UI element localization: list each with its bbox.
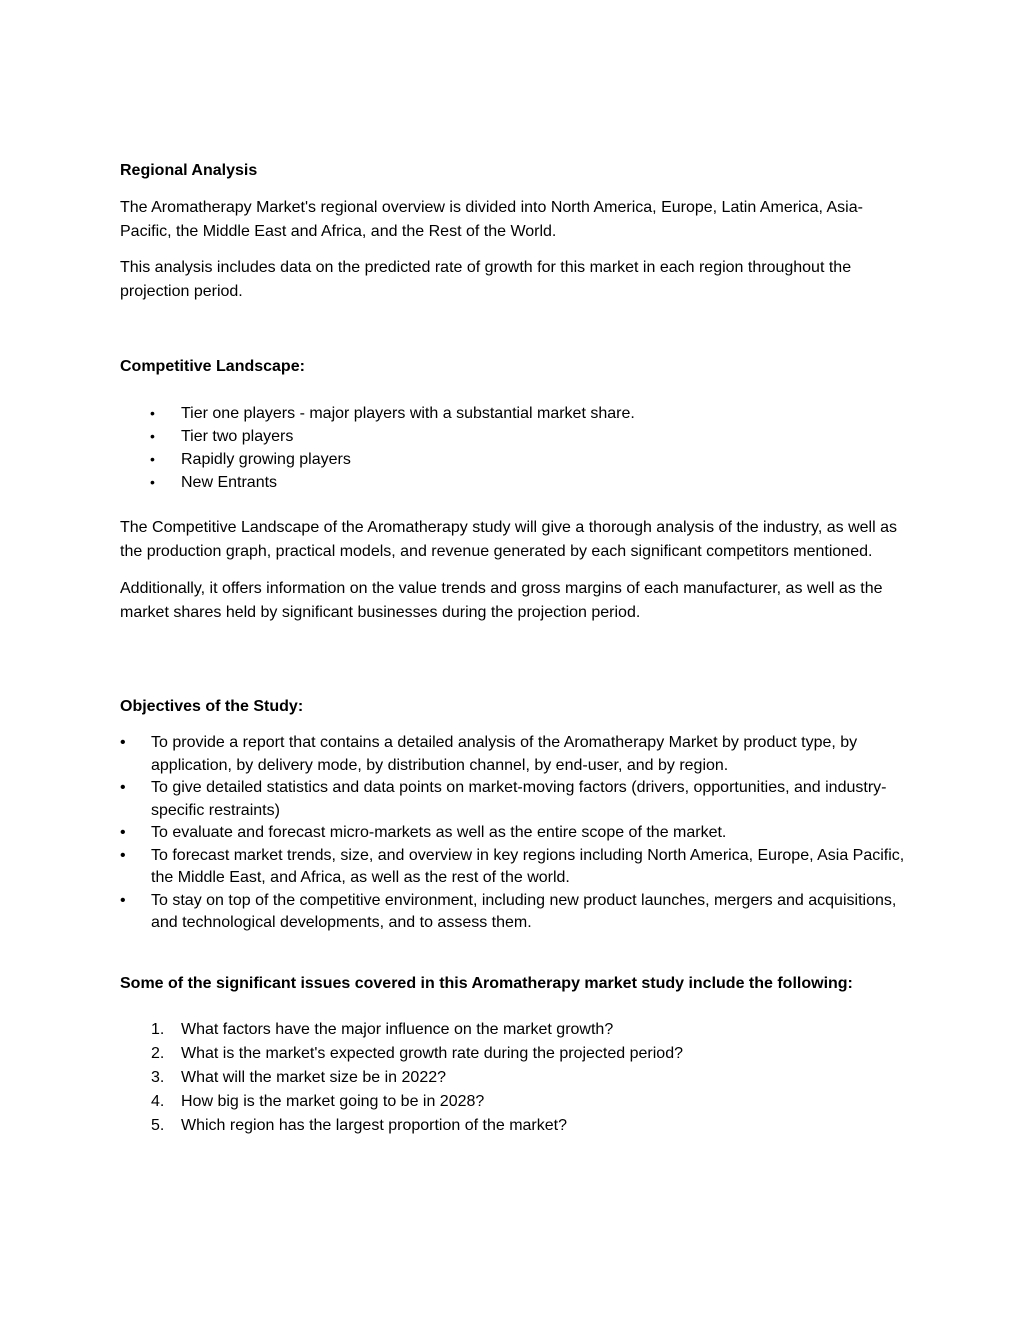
list-item: 4. How big is the market going to be in 2028? (120, 1090, 910, 1114)
list-item: • To forecast market trends, size, and overview in key regions including North America, Europe, Asia Pacific, the Middle East, and Africa, as well as the rest of the world. (120, 846, 905, 886)
list-number: 5. (151, 1116, 165, 1134)
list-item: • To evaluate and forecast micro-markets as well as the entire scope of the market. (120, 822, 910, 845)
bullet-marker: • (120, 779, 126, 796)
list-item: 3. What will the market size be in 2022? (120, 1066, 910, 1090)
bullet-marker: • (150, 428, 155, 444)
list-item: • Rapidly growing players (120, 448, 910, 471)
list-item: • To provide a report that contains a detailed analysis of the Aromatherapy Market by product type, by application, by delivery mode, by distribution channel, by end-user, and by region. (120, 734, 858, 774)
list-item: • Tier one players - major players with a substantial market share. (120, 402, 910, 425)
issues-list (120, 1018, 910, 1138)
list-item: 5. Which region has the largest proportion of the market? (120, 1114, 910, 1138)
list-item: 2. What is the market's expected growth rate during the projected period? (120, 1042, 910, 1066)
bullet-marker: • (120, 891, 126, 909)
list-item: • To stay on top of the competitive environment, including new product launches, mergers and acquisitions, and technological developments, and to assess them. (120, 891, 897, 931)
list-item: 1. What factors have the major influence on the market growth? (120, 1018, 910, 1042)
list-item: • New Entrants (120, 471, 910, 494)
regional-analysis-heading: Regional Analysis (120, 162, 258, 179)
document-page (120, 160, 910, 1138)
issues-heading: Some of the significant issues covered in this Aromatherapy market study include the following: (120, 974, 853, 992)
competitive-paragraph-1: The Competitive Landscape of the Aromatherapy study will give a thorough analysis of the industry, as well as the production graph, practical models, and revenue generated by each significant competitors mentioned. (120, 519, 898, 560)
bullet-marker: • (120, 846, 126, 864)
list-number: 2. (151, 1044, 165, 1062)
bullet-marker: • (150, 451, 155, 467)
competitive-players-list (120, 402, 910, 494)
list-number: 1. (151, 1020, 165, 1038)
list-item: • To give detailed statistics and data points on market-moving factors (drivers, opportunities, and industry-specific restraints) (120, 779, 887, 819)
bullet-marker: • (150, 405, 155, 421)
regional-paragraph-2: This analysis includes data on the predicted rate of growth for this market in each region throughout the projection period. (120, 259, 852, 300)
list-item: • Tier two players (120, 425, 910, 448)
regional-paragraph-1: The Aromatherapy Market's regional overview is divided into North America, Europe, Latin America, Asia-Pacific, the Middle East and Africa, and the Rest of the World. (120, 199, 863, 240)
bullet-marker: • (120, 824, 126, 841)
objectives-heading: Objectives of the Study: (120, 698, 304, 715)
list-number: 4. (151, 1092, 165, 1110)
bullet-marker: • (120, 734, 126, 751)
competitive-paragraph-2: Additionally, it offers information on the value trends and gross margins of each manufacturer, as well as the market shares held by significant businesses during the projection period. (120, 580, 883, 621)
bullet-marker: • (150, 474, 155, 490)
list-number: 3. (151, 1068, 165, 1086)
competitive-landscape-heading: Competitive Landscape: (120, 358, 305, 375)
objectives-list (120, 732, 910, 935)
